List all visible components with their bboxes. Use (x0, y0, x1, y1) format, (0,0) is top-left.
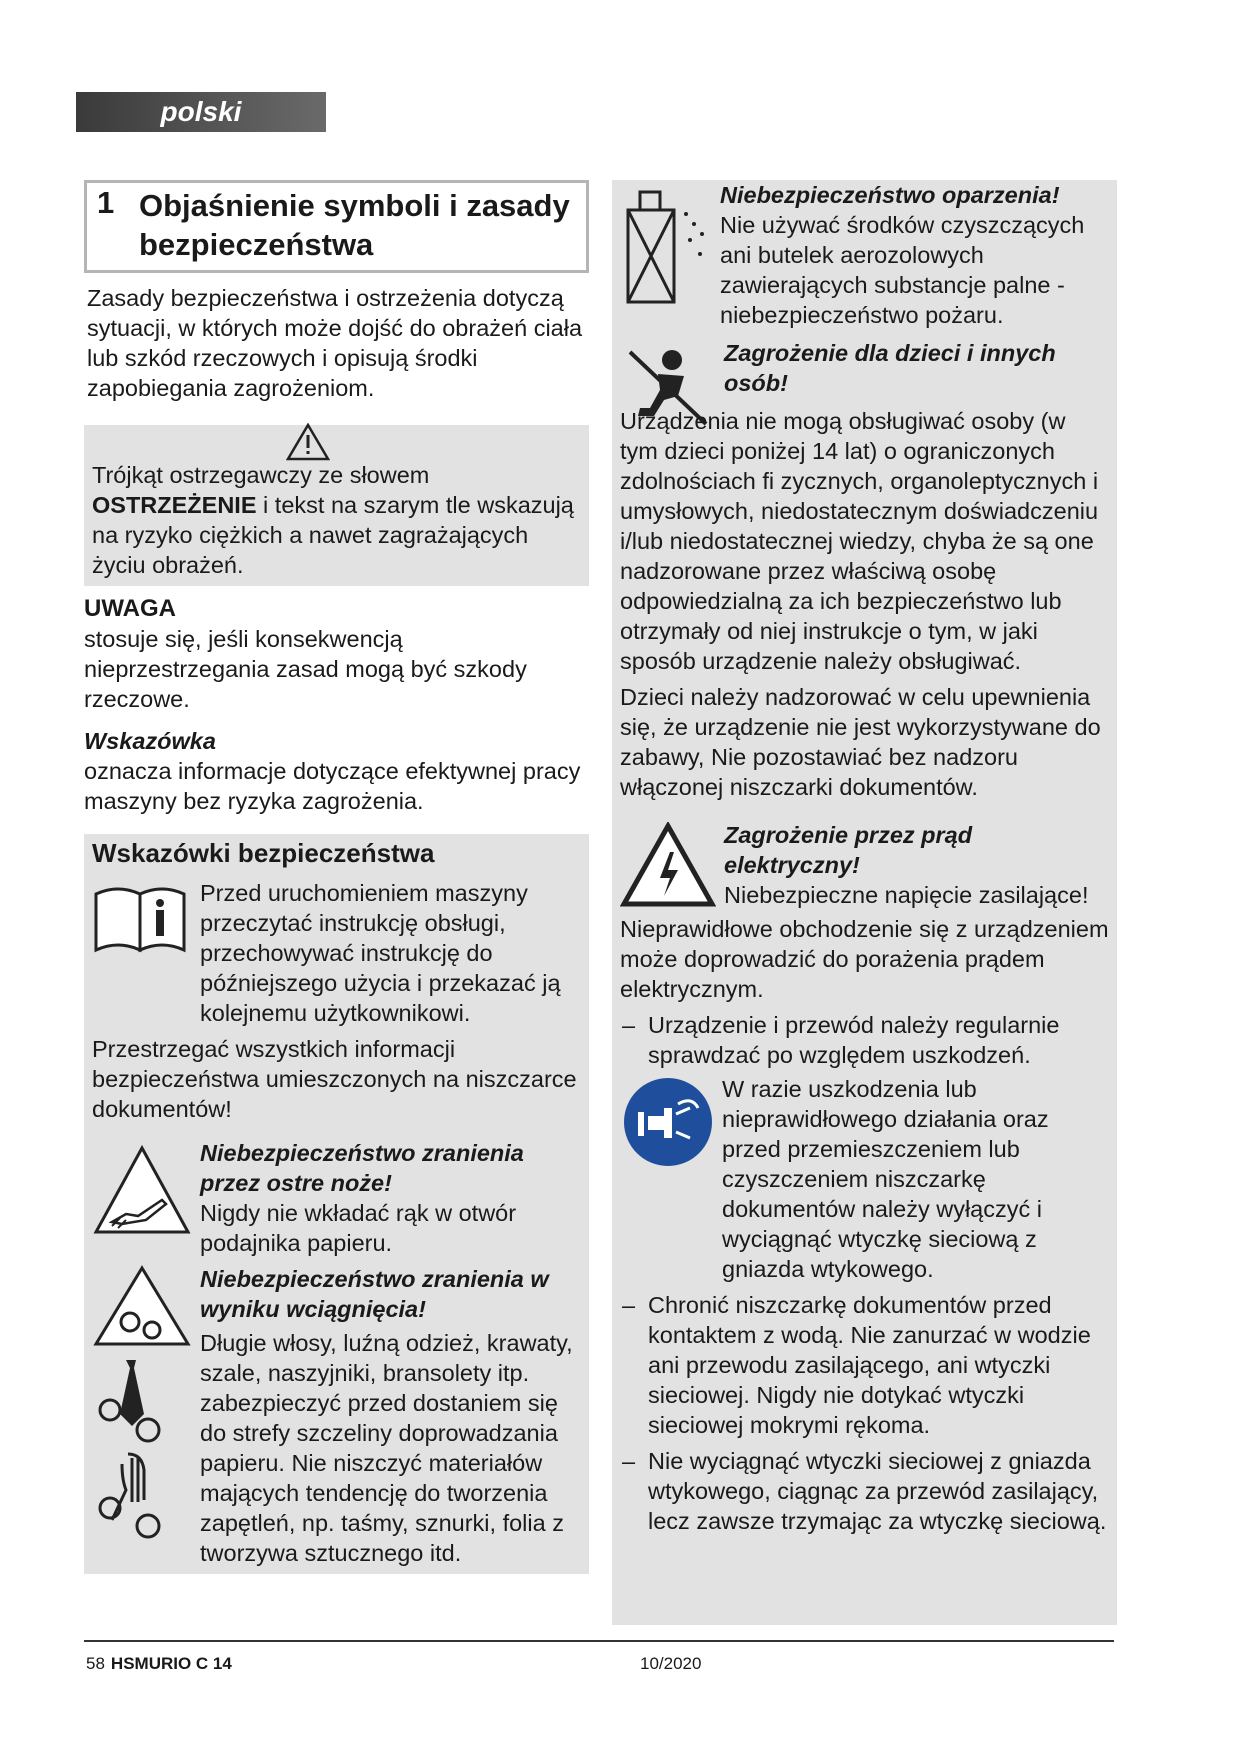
manual-text: Przed uruchomieniem maszyny przeczytać instrukcję obsługi, przechowywać instrukcję do późniejszego użycia i przekazać ją kolejnemu użytkownikowi. (200, 880, 561, 1026)
uwaga-label: UWAGA (84, 595, 176, 622)
burn-text: Nie używać środków czyszczących ani butelek aerozolowych zawierających substancje palne - niebezpieczeństwo pożaru. (720, 212, 1085, 328)
unplug-mandatory-icon (620, 1074, 716, 1170)
knife-text: Nigdy nie wkładać rąk w otwór podajnika papieru. (200, 1200, 517, 1256)
section-number: 1 (97, 185, 115, 220)
burn-title: Niebezpieczeństwo oparzenia! (720, 182, 1060, 208)
safety-box (84, 834, 589, 1574)
electric-text2: Nieprawidłowe obchodzenie się z urządzeniem może doprowadzić do porażenia prądem elektrycznym. (620, 916, 1109, 1002)
no-aerosol-icon (620, 184, 712, 312)
list-item (620, 1446, 1109, 1536)
section-heading (84, 180, 589, 273)
children-text2: Dzieci należy nadzorować w celu upewnienia się, że urządzenie nie jest wykorzystywane do zabawy, Nie pozostawiać bez nadzoru włączonej niszczarki dokumentów. (620, 684, 1101, 800)
pull-text: Długie włosy, luźną odzież, krawaty, szale, naszyjniki, bransolety itp. zabezpieczyć przed dostaniem się do strefy szczeliny doprowadzania papieru. Nie niszczyć materiałów mających tendencję do tworzenia zapętleń, np. taśmy, sznurki, folia z tworzywa sztucznego itd. (200, 1330, 573, 1566)
warning-keyword: OSTRZEŻENIE (92, 492, 257, 518)
observe-text: Przestrzegać wszystkich informacji bezpieczeństwa umieszczonych na niszczarce dokumentów! (92, 1036, 577, 1122)
page-footer (84, 1640, 1114, 1673)
list-item-text: Nie wyciągnąć wtyczki sieciowej z gniazda wtykowego, ciągnąc za przewód zasilający, lecz zawsze trzymając za wtyczkę sieciową. (648, 1448, 1107, 1534)
list-item-text-unplug: W razie uszkodzenia lub nieprawidłowego działania oraz przed przemieszczeniem lub czyszczeniem niszczarkę dokumentów należy wyłączyć i wyciągnąć wtyczkę sieciową z gniazda wtykowego. (722, 1076, 1049, 1282)
uwaga-text: stosuje się, jeśli konsekwencją nieprzestrzegania zasad mogą być szkody rzeczowe. (84, 626, 527, 712)
electric-title: Zagrożenie przez prąd elektryczny! (724, 822, 973, 878)
safety-title: Wskazówki bezpieczeństwa (92, 838, 435, 868)
rotating-gears-warning-icon (92, 1264, 192, 1348)
intro-text: Zasady bezpieczeństwa i ostrzeżenia dotyczą sytuacji, w których może dojść do obrażeń ciała lub szkód rzeczowych i opisują środki zapobiegania zagrożeniom. (87, 285, 583, 401)
wskazowka-label: Wskazówka (84, 728, 216, 754)
list-item (620, 1010, 1109, 1070)
left-column (84, 180, 589, 1574)
product-name: HSMURIO C 14 (110, 1654, 232, 1673)
electric-text: Niebezpieczne napięcie zasilające! (724, 882, 1089, 908)
footer-date: 10/2020 (640, 1654, 702, 1673)
warning-triangle-icon (286, 423, 330, 461)
wskazowka-text: oznacza informacje dotyczące efektywnej pracy maszyny bez ryzyka zagrożenia. (84, 758, 581, 814)
language-tab (76, 92, 326, 132)
language-label: polski (160, 96, 242, 127)
list-item (620, 1290, 1109, 1440)
children-title: Zagrożenie dla dzieci i innych osób! (724, 340, 1056, 396)
sharp-knives-warning-icon (92, 1144, 192, 1236)
pull-title: Niebezpieczeństwo zranienia w wyniku wciągnięcia! (200, 1266, 549, 1322)
read-manual-icon (92, 884, 188, 956)
warning-post: i tekst na szarym tle wskazują na ryzyko ciężkich a nawet zagrażających życiu obrażeń. (92, 492, 574, 578)
section-title: Objaśnienie symboli i zasady bezpieczeństwa (139, 188, 570, 262)
children-text: Urządzenia nie mogą obsługiwać osoby (w tym dzieci poniżej 14 lat) o ograniczonych zdolnościach fi zycznych, organoleptycznych i umysłowych, niedostatecznym doświadczeniu i/lub niedostatecznej wiedzy, chyba że są one nadzorowane przez właściwą osobę odpowiedzialną za ich bezpieczeństwo lub otrzymały od niej instrukcje o tym, w jaki sposób urządzenie należy obsługiwać. (620, 408, 1099, 674)
hair-in-gears-icon (92, 1450, 172, 1542)
list-item-text: Urządzenie i przewód należy regularnie sprawdzać po względem uszkodzeń. (648, 1012, 1060, 1068)
knife-title: Niebezpieczeństwo zranienia przez ostre noże! (200, 1140, 524, 1196)
page-number: 58 (86, 1654, 105, 1673)
right-column (612, 180, 1117, 1625)
list-item-text: Chronić niszczarkę dokumentów przed kontaktem z wodą. Nie zanurzać w wodzie ani przewodu zasilającego, ani wtyczki sieciowej. Nigdy nie dotykać wtyczki sieciowej mokrymi rękoma. (648, 1292, 1091, 1438)
tie-in-gears-icon (92, 1354, 172, 1446)
electric-shock-warning-icon (620, 822, 716, 908)
warning-pre: Trójkąt ostrzegawczy ze słowem (92, 462, 430, 488)
warning-box (84, 425, 589, 586)
